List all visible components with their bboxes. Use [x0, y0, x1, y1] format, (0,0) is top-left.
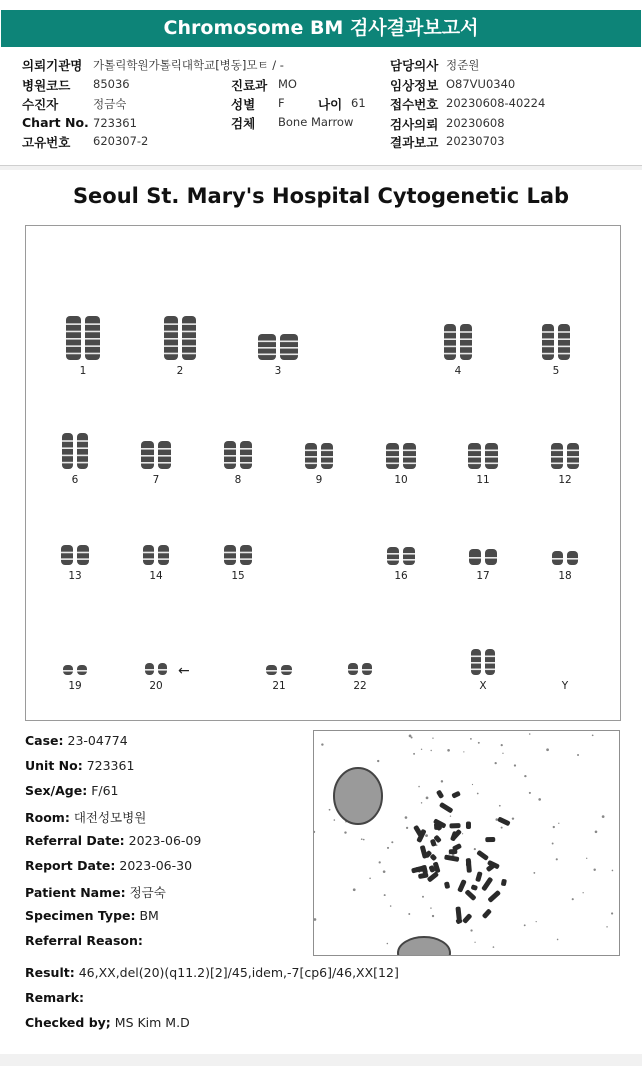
chromosome-pair-22	[348, 663, 372, 692]
chromosome-pair-5	[542, 324, 570, 377]
chromosome-label-13: 13	[68, 570, 82, 582]
field-label-hospital-code: 병원코드	[22, 78, 71, 93]
chromosome-label-4: 4	[454, 365, 462, 377]
field-label-clinical-info: 임상정보	[390, 78, 439, 93]
karyogram-svg	[26, 226, 620, 720]
karyogram-image	[25, 225, 621, 721]
chromosome-label-7: 7	[152, 474, 160, 486]
background-speckles	[314, 733, 613, 948]
chromosome-label-1: 1	[79, 365, 87, 377]
field-label-institution: 의뢰기관명	[22, 58, 83, 73]
chromosome-label-X: X	[479, 680, 487, 692]
chromosome-label-17: 17	[476, 570, 490, 582]
field-value-institution: 가톨릭학원가톨릭대학교[병동]모ㅌ / -	[93, 58, 284, 72]
chromosome-pair-18	[552, 551, 578, 582]
chromosome-label-16: 16	[394, 570, 408, 582]
report-title: Chromosome BM 검사결과보고서	[1, 10, 641, 47]
field-value-specimen: Bone Marrow	[278, 115, 354, 129]
chromosome-pair-16	[387, 547, 415, 582]
chromosome-label-8: 8	[234, 474, 242, 486]
field-value-age: 61	[351, 96, 366, 110]
chromosome-label-12: 12	[558, 474, 572, 486]
field-value-patient: 정금숙	[93, 97, 127, 111]
result: Result: 46,XX,del(20)(q11.2)[2]/45,idem,-7[cp6]/46,XX[12]	[25, 965, 399, 980]
chromosome-label-2: 2	[176, 365, 184, 377]
chromosome-pair-12	[551, 443, 579, 486]
chromosome-label-11: 11	[476, 474, 490, 486]
field-label-doctor: 담당의사	[390, 58, 439, 73]
chromosome-label-3: 3	[274, 365, 282, 377]
field-value-doctor: 정준원	[446, 58, 480, 72]
field-label-specimen: 검체	[231, 116, 256, 131]
referral-date: Referral Date: 2023-06-09	[25, 833, 202, 848]
chromosome-label-22: 22	[353, 680, 367, 692]
chromosome-label-9: 9	[315, 474, 323, 486]
remark: Remark:	[25, 990, 85, 1005]
chromosome-label-5: 5	[552, 365, 560, 377]
field-label-department: 진료과	[231, 78, 268, 93]
chromosome-pair-1	[66, 316, 100, 377]
field-label-request-date: 검사의뢰	[390, 117, 439, 132]
chromosome-pair-14	[143, 545, 169, 582]
chromosome-label-Y: Y	[561, 680, 569, 692]
field-value-report-date: 20230703	[446, 134, 505, 148]
unit-number: Unit No: 723361	[25, 758, 135, 773]
field-label-chart-no: Chart No.	[22, 115, 89, 130]
chromosome-pair-8	[224, 441, 252, 486]
metaphase-chromosomes	[411, 789, 511, 924]
field-label-unique-no: 고유번호	[22, 135, 71, 150]
field-value-receipt-no: 20230608-40224	[446, 96, 546, 110]
chromosome-pair-3	[258, 334, 298, 377]
chromosome-pair-20	[145, 663, 167, 692]
field-label-sex: 성별	[231, 97, 256, 112]
field-value-request-date: 20230608	[446, 116, 505, 130]
lab-title: Seoul St. Mary's Hospital Cytogenetic Lab	[72, 184, 570, 208]
case-number: Case: 23-04774	[25, 733, 128, 748]
field-value-clinical-info: O87VU0340	[446, 77, 516, 91]
chromosome-pair-2	[164, 316, 196, 377]
chromosome-pair-11	[468, 443, 498, 486]
field-label-report-date: 결과보고	[390, 135, 439, 150]
chromosome-pair-21	[266, 665, 292, 692]
room: Room: 대전성모병원	[25, 810, 147, 825]
chromosome-pair-17	[469, 549, 497, 582]
patient-name: Patient Name: 정금숙	[25, 885, 166, 900]
report-date: Report Date: 2023-06-30	[25, 858, 193, 873]
chromosome-pair-9	[305, 443, 333, 486]
field-label-age: 나이	[318, 97, 343, 112]
chromosome-pair-X	[471, 649, 495, 692]
field-label-receipt-no: 접수번호	[390, 97, 439, 112]
interphase-nucleus	[398, 937, 450, 955]
chromosome-pair-13	[61, 545, 89, 582]
metaphase-svg	[314, 731, 619, 955]
chromosome-label-15: 15	[231, 570, 245, 582]
specimen-type: Specimen Type: BM	[25, 908, 159, 923]
chromosome-label-20: 20	[149, 680, 163, 692]
chromosome-pair-Y	[561, 680, 569, 692]
chromosome-pair-4	[444, 324, 472, 377]
chromosome-label-19: 19	[68, 680, 82, 692]
metaphase-image	[313, 730, 620, 956]
field-value-chart-no: 723361	[93, 116, 137, 130]
field-value-hospital-code: 85036	[93, 77, 130, 91]
chromosome-pair-6	[62, 433, 88, 486]
field-value-department: MO	[278, 77, 297, 91]
page-bottom-strip	[0, 1054, 642, 1066]
chromosome-label-18: 18	[558, 570, 572, 582]
report-header	[0, 0, 642, 166]
chromosome-pair-15	[224, 545, 252, 582]
sex-age: Sex/Age: F/61	[25, 783, 119, 798]
chromosome-label-21: 21	[272, 680, 286, 692]
chromosome-pair-19	[63, 665, 87, 692]
field-value-sex: F	[278, 96, 285, 110]
field-value-unique-no: 620307-2	[93, 134, 149, 148]
chromosome-label-14: 14	[149, 570, 163, 582]
interphase-nucleus	[334, 768, 382, 824]
referral-reason: Referral Reason:	[25, 933, 143, 948]
chromosome-label-6: 6	[71, 474, 79, 486]
chromosome-pair-7	[141, 441, 171, 486]
field-label-patient: 수진자	[22, 97, 59, 112]
chromosome-label-10: 10	[394, 474, 408, 486]
arrow-left-icon: ←	[178, 663, 190, 679]
checked-by: Checked by; MS Kim M.D	[25, 1015, 190, 1030]
report-body	[0, 170, 642, 1054]
chromosome-pair-10	[386, 443, 416, 486]
